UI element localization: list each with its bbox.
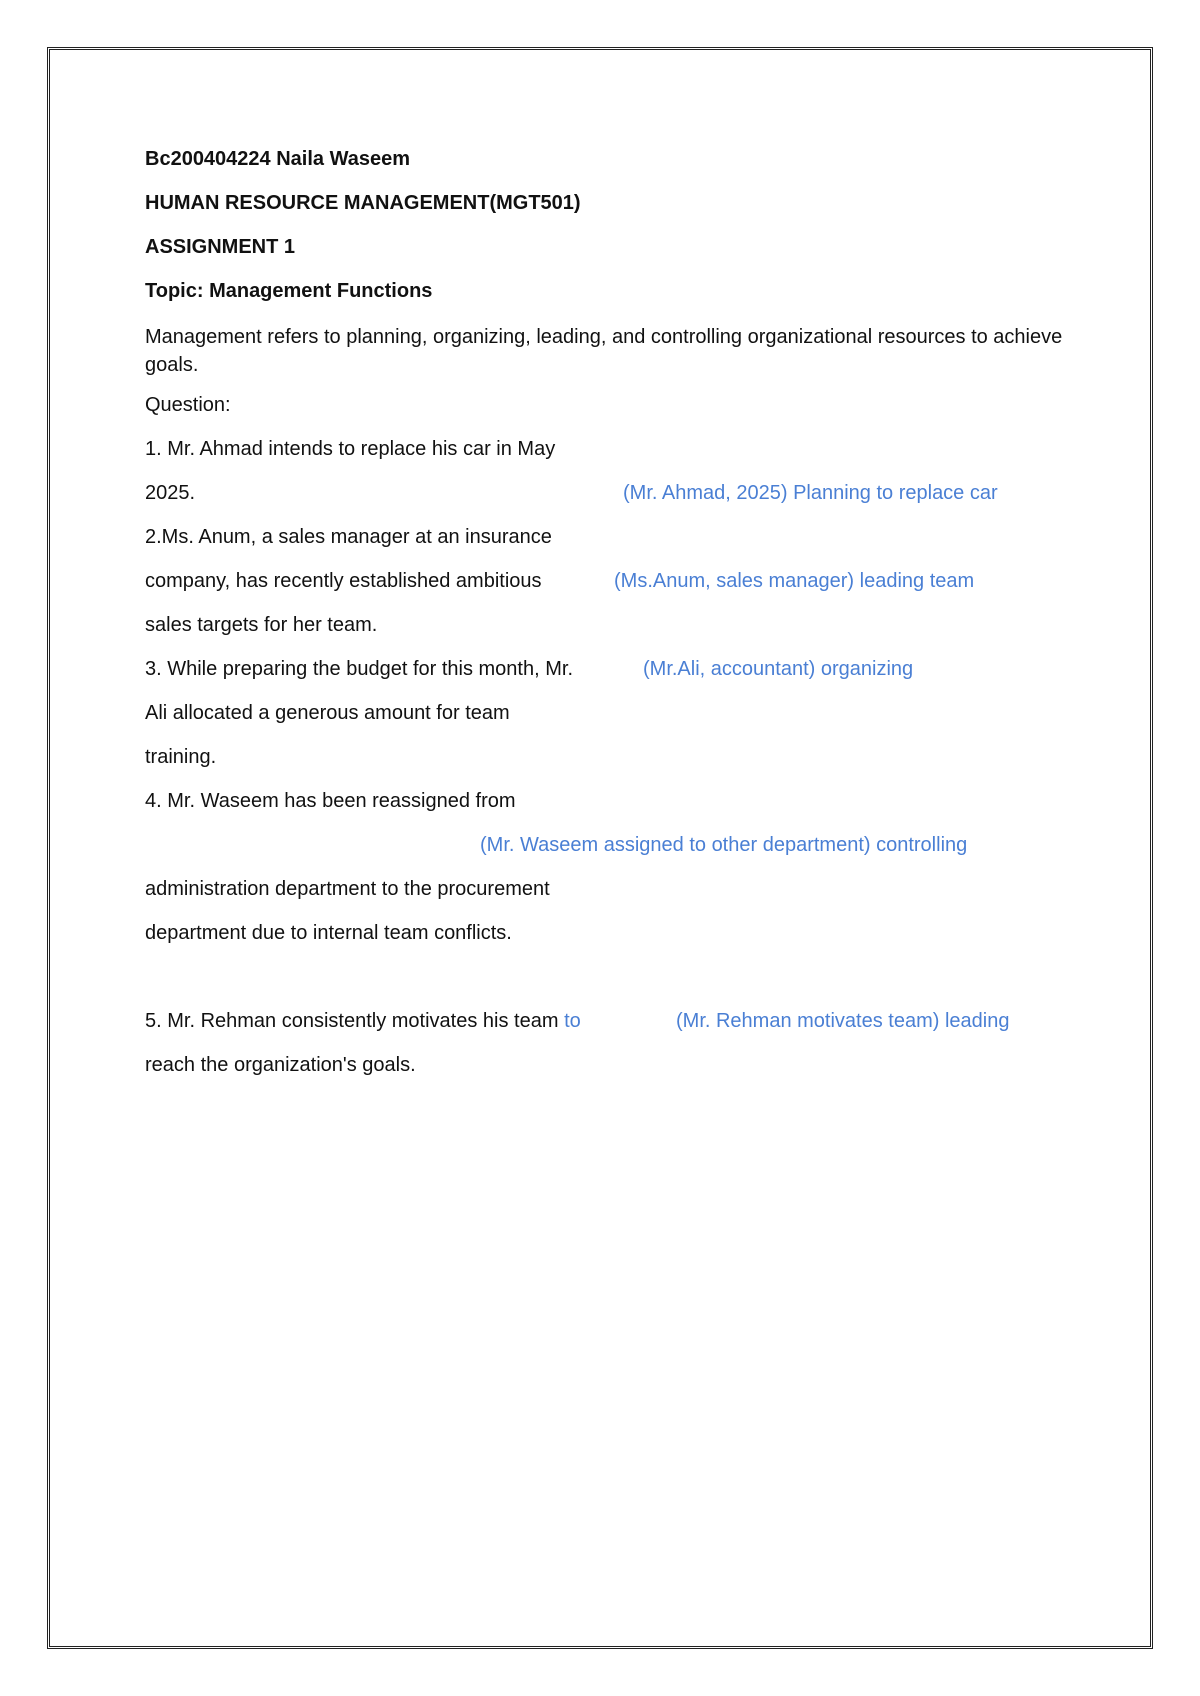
- student-id-name: Bc200404224 Naila Waseem: [145, 148, 410, 170]
- q4-line-2: administration department to the procurement: [145, 878, 550, 900]
- q5-line-1: [145, 1009, 581, 1033]
- course-title: HUMAN RESOURCE MANAGEMENT(MGT501): [145, 192, 581, 214]
- assignment-title: ASSIGNMENT 1: [145, 236, 296, 258]
- q5-line-1-text: 5. Mr. Rehman consistently motivates his team: [145, 1010, 559, 1032]
- q4-answer: (Mr. Waseem assigned to other department) controlling: [480, 834, 968, 856]
- q1-answer: (Mr. Ahmad, 2025) Planning to replace car: [623, 482, 998, 504]
- q4-line-3: department due to internal team conflicts.: [145, 922, 512, 944]
- q5-answer: (Mr. Rehman motivates team) leading: [676, 1010, 1010, 1032]
- q3-line-3: training.: [145, 746, 217, 768]
- topic-heading: Topic: Management Functions: [145, 280, 433, 302]
- q2-line-3: sales targets for her team.: [145, 614, 378, 636]
- q2-answer: (Ms.Anum, sales manager) leading team: [614, 570, 975, 592]
- q2-line-1: 2.Ms. Anum, a sales manager at an insurance: [145, 526, 552, 548]
- question-label: Question:: [145, 394, 231, 416]
- q3-line-1: 3. While preparing the budget for this month, Mr.: [145, 658, 573, 680]
- q3-line-2: Ali allocated a generous amount for team: [145, 702, 510, 724]
- q2-line-2: company, has recently established ambitious: [145, 570, 542, 592]
- q1-line-2: 2025.: [145, 482, 196, 504]
- q5-line-2: reach the organization's goals.: [145, 1054, 416, 1076]
- intro-paragraph: Management refers to planning, organizing, leading, and controlling organizational resources to achieve goals.: [145, 326, 1063, 376]
- q3-answer: (Mr.Ali, accountant) organizing: [643, 658, 914, 680]
- q1-line-1: 1. Mr. Ahmad intends to replace his car in May: [145, 438, 556, 460]
- q4-line-1: 4. Mr. Waseem has been reassigned from: [145, 790, 516, 812]
- q5-line-1-to: to: [564, 1010, 581, 1032]
